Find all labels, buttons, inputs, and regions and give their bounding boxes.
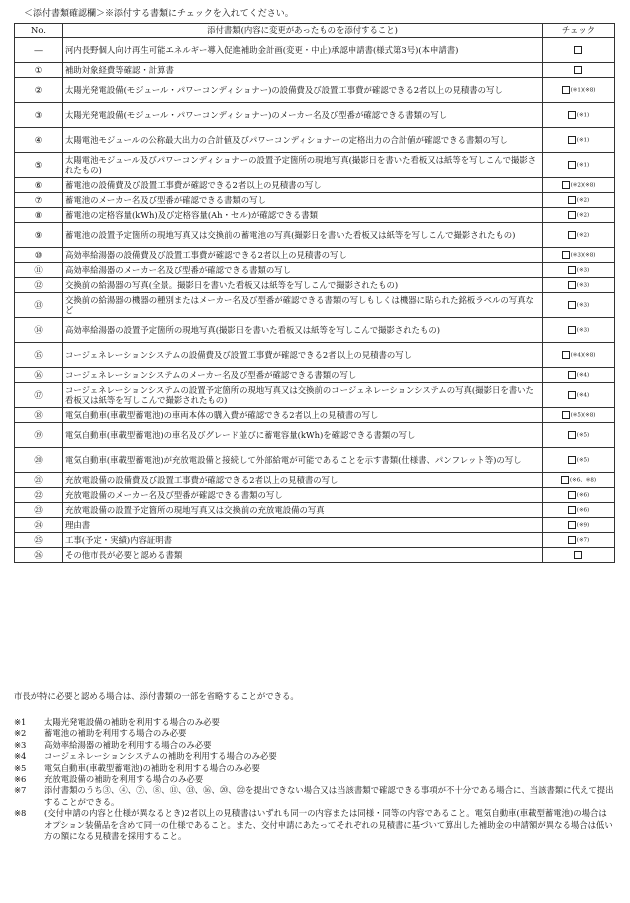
row-no: ⑭ — [15, 318, 63, 343]
footnote-mark: ※8 — [14, 808, 27, 819]
row-no: ⑪ — [15, 263, 63, 278]
table-row — [15, 153, 615, 178]
row-document: コージェネレーションシステムの設置予定箇所の現地写真又は交換前のコージェネレーションシステムの写真(撮影日を書いた看板又は紙等を写しこんで撮影されたもの) — [63, 383, 543, 408]
table-row — [15, 63, 615, 78]
checkbox[interactable] — [574, 551, 582, 559]
row-no: ① — [15, 63, 63, 78]
footnote-item — [14, 808, 614, 842]
row-note: (※7) — [576, 536, 590, 543]
row-document: 蓄電池の設備費及び設置工事費が確認できる2者以上の見積書の写し — [63, 178, 543, 193]
row-note: (※3) — [576, 266, 590, 273]
checkbox[interactable] — [568, 136, 576, 144]
footnote-text: 高効率給湯器の補助を利用する場合のみ必要 — [44, 739, 212, 750]
row-note: (※1)(※8) — [570, 86, 596, 93]
row-note: (※3) — [576, 326, 590, 333]
footnote-mark: ※1 — [14, 717, 27, 727]
table-row — [15, 278, 615, 293]
footnote-mark: ※6 — [14, 774, 27, 785]
table-row — [15, 343, 615, 368]
row-no: ⑩ — [15, 248, 63, 263]
row-document: 理由書 — [63, 518, 543, 533]
row-document: 補助対象経費等確認・計算書 — [63, 63, 543, 78]
row-check-cell — [543, 488, 615, 503]
checkbox[interactable] — [568, 281, 576, 289]
row-check-cell — [543, 383, 615, 408]
row-check-cell — [543, 263, 615, 278]
checkbox[interactable] — [568, 536, 576, 544]
table-row — [15, 383, 615, 408]
row-note: (※6) — [576, 491, 590, 498]
row-document: 交換前の給湯器の写真(全景。撮影日を書いた看板又は紙等を写しこんで撮影されたもの) — [63, 278, 543, 293]
checkbox[interactable] — [568, 111, 576, 119]
checkbox[interactable] — [568, 371, 576, 379]
row-note: (※4) — [576, 371, 590, 378]
row-note: (※6、※8) — [569, 476, 596, 483]
row-check-cell — [543, 368, 615, 383]
header-document: 添付書類(内容に変更があったものを添付すること) — [63, 24, 543, 38]
row-check-cell — [543, 448, 615, 473]
row-no: ⑤ — [15, 153, 63, 178]
table-row — [15, 448, 615, 473]
table-row — [15, 293, 615, 318]
row-document: 高効率給湯器のメーカー名及び型番が確認できる書類の写し — [63, 263, 543, 278]
footnote-item — [14, 785, 614, 808]
row-check-cell — [543, 423, 615, 448]
checkbox[interactable] — [562, 251, 570, 259]
row-no: ④ — [15, 128, 63, 153]
row-no: ⑥ — [15, 178, 63, 193]
row-no: ㉒ — [15, 488, 63, 503]
row-check-cell — [543, 408, 615, 423]
row-no: ⑨ — [15, 223, 63, 248]
table-row — [15, 263, 615, 278]
row-check-cell — [543, 503, 615, 518]
row-document: 電気自動車(車載型蓄電池)が充放電設備と接続して外部給電が可能であることを示す書類(仕様書、パンフレット等)の写し — [63, 448, 543, 473]
row-no: ⑬ — [15, 293, 63, 318]
row-document: 蓄電池の設置予定箇所の現地写真又は交換前の蓄電池の写真(撮影日を書いた看板又は紙等を写しこんで撮影されたもの) — [63, 223, 543, 248]
footnote-item — [14, 763, 614, 774]
table-row — [15, 533, 615, 548]
row-note: (※5) — [576, 456, 590, 463]
footnote-text: 添付書類のうち③、④、⑦、⑧、⑪、⑬、⑯、⑳、㉒を提出できない場合又は当該書類で確認できる事項が不十分である場合に、当該書類に代えて提出することができる。 — [44, 785, 614, 807]
checkbox[interactable] — [568, 211, 576, 219]
footnote-item — [14, 774, 614, 785]
row-check-cell — [543, 178, 615, 193]
footnote-text: 太陽光発電設備の補助を利用する場合のみ必要 — [44, 717, 220, 727]
checkbox[interactable] — [568, 391, 576, 399]
checkbox[interactable] — [574, 66, 582, 74]
checkbox[interactable] — [562, 181, 570, 189]
table-row — [15, 178, 615, 193]
footnote-item — [14, 740, 614, 751]
row-no: ⑯ — [15, 368, 63, 383]
row-no: ― — [15, 38, 63, 63]
footnote-mark: ※7 — [14, 785, 27, 796]
footnote-text: 蓄電池の補助を利用する場合のみ必要 — [44, 728, 187, 739]
footnote-mark: ※4 — [14, 751, 27, 762]
footnote-item — [14, 751, 614, 762]
table-row — [15, 38, 615, 63]
row-check-cell — [543, 473, 615, 488]
row-document: 高効率給湯器の設置予定箇所の現地写真(撮影日を書いた看板又は紙等を写しこんで撮影されたもの) — [63, 318, 543, 343]
table-row — [15, 503, 615, 518]
row-check-cell — [543, 193, 615, 208]
footnote-mark: ※3 — [14, 739, 27, 750]
row-document: その他市長が必要と認める書類 — [63, 548, 543, 563]
row-document: 充放電設備の設置予定箇所の現地写真又は交換前の充放電設備の写真 — [63, 503, 543, 518]
row-document: コージェネレーションシステムの設備費及び設置工事費が確認できる2者以上の見積書の写し — [63, 343, 543, 368]
table-row — [15, 548, 615, 563]
table-row — [15, 223, 615, 248]
row-document: 蓄電池のメーカー名及び型番が確認できる書類の写し — [63, 193, 543, 208]
footnotes — [14, 717, 614, 842]
table-row — [15, 318, 615, 343]
table-row — [15, 103, 615, 128]
checkbox[interactable] — [568, 231, 576, 239]
row-document: 充放電設備の設備費及び設置工事費が確認できる2者以上の見積書の写し — [63, 473, 543, 488]
header-check: チェック — [543, 24, 615, 38]
footnote-text: 充放電設備の補助を利用する場合のみ必要 — [44, 774, 204, 785]
footnote-text: (交付申請の内容と仕様が異なるとき)2者以上の見積書はいずれも同一の内容または同様・同等の内容であること。電気自動車(車載型蓄電池)の場合はオプション装備品を含めて同一の仕様であること。また、交付申請にあたってそれぞれの見積書に基づいて算出した補助金の申請額が異なる場合は低い方の額になる見積書を採用すること。 — [44, 808, 613, 842]
checkbox[interactable] — [568, 506, 576, 514]
checkbox[interactable] — [562, 86, 570, 94]
row-document: 交換前の給湯器の機器の種別またはメーカー名及び型番が確認できる書類の写しもしくは機器に貼られた銘板ラベルの写真など — [63, 293, 543, 318]
row-check-cell — [543, 293, 615, 318]
row-check-cell — [543, 38, 615, 63]
row-no: ⑧ — [15, 208, 63, 223]
row-document: 太陽電池モジュールの公称最大出力の合計値及びパワーコンディショナーの定格出力の合計値が確認できる書類の写し — [63, 128, 543, 153]
row-note: (※1) — [576, 136, 590, 143]
checkbox[interactable] — [562, 411, 570, 419]
footnote-text: コージェネレーションシステムの補助を利用する場合のみ必要 — [44, 751, 277, 762]
checkbox[interactable] — [568, 431, 576, 439]
row-document: 太陽光発電設備(モジュール・パワーコンディショナー)のメーカー名及び型番が確認できる書類の写し — [63, 103, 543, 128]
row-document: 電気自動車(車載型蓄電池)の車両本体の購入費が確認できる2者以上の見積書の写し — [63, 408, 543, 423]
row-check-cell — [543, 248, 615, 263]
row-note: (※5) — [576, 431, 590, 438]
row-note: (※4)(※8) — [570, 351, 596, 358]
row-check-cell — [543, 63, 615, 78]
row-no: ⑳ — [15, 448, 63, 473]
checkbox[interactable] — [568, 161, 576, 169]
row-note: (※2) — [576, 231, 590, 238]
footnote-item — [14, 728, 614, 739]
row-note: (※6) — [576, 506, 590, 513]
table-row — [15, 518, 615, 533]
row-document: 河内長野個人向け再生可能エネルギー導入促進補助金計画(変更・中止)承認申請書(様式第3号)(本申請書) — [63, 38, 543, 63]
row-check-cell — [543, 318, 615, 343]
table-row — [15, 488, 615, 503]
table-row — [15, 248, 615, 263]
table-row — [15, 193, 615, 208]
omission-note: 市長が特に必要と認める場合は、添付書類の一部を省略することができる。 — [14, 691, 299, 701]
row-document: 電気自動車(車載型蓄電池)の車名及びグレード並びに蓄電容量(kWh)を確認できる書類の写し — [63, 423, 543, 448]
row-document: コージェネレーションシステムのメーカー名及び型番が確認できる書類の写し — [63, 368, 543, 383]
row-document: 太陽電池モジュール及びパワーコンディショナーの設置予定箇所の現地写真(撮影日を書いた看板又は紙等を写しこんで撮影されたもの) — [63, 153, 543, 178]
attachment-checklist-table — [14, 23, 615, 563]
row-check-cell — [543, 343, 615, 368]
row-no: ⑫ — [15, 278, 63, 293]
row-no: ⑰ — [15, 383, 63, 408]
footnote-mark: ※5 — [14, 762, 27, 773]
row-note: (※9) — [576, 521, 590, 528]
row-check-cell — [543, 533, 615, 548]
row-document: 太陽光発電設備(モジュール・パワーコンディショナー)の設備費及び設置工事費が確認できる2者以上の見積書の写し — [63, 78, 543, 103]
table-row — [15, 128, 615, 153]
row-check-cell — [543, 153, 615, 178]
row-check-cell — [543, 223, 615, 248]
row-check-cell — [543, 548, 615, 563]
checkbox[interactable] — [568, 491, 576, 499]
row-no: ⑮ — [15, 343, 63, 368]
header-no: No. — [15, 24, 63, 38]
footnote-mark: ※2 — [14, 728, 27, 739]
row-note: (※3) — [576, 281, 590, 288]
table-row — [15, 473, 615, 488]
row-note: (※5)(※8) — [570, 411, 596, 418]
row-check-cell — [543, 278, 615, 293]
row-note: (※3)(※8) — [570, 251, 596, 258]
row-check-cell — [543, 128, 615, 153]
row-note: (※3) — [576, 301, 590, 308]
row-no: ⑦ — [15, 193, 63, 208]
row-no: ㉑ — [15, 473, 63, 488]
footnote-text: 電気自動車(車載型蓄電池)の補助を利用する場合のみ必要 — [44, 762, 260, 773]
checkbox[interactable] — [568, 301, 576, 309]
row-check-cell — [543, 208, 615, 223]
row-document: 高効率給湯器の設備費及び設置工事費が確認できる2者以上の見積書の写し — [63, 248, 543, 263]
row-check-cell — [543, 103, 615, 128]
row-document: 工事(予定・実績)内容証明書 — [63, 533, 543, 548]
row-no: ⑱ — [15, 408, 63, 423]
table-row — [15, 78, 615, 103]
checkbox[interactable] — [568, 521, 576, 529]
row-note: (※2) — [576, 211, 590, 218]
row-note: (※2) — [576, 196, 590, 203]
checkbox[interactable] — [561, 476, 569, 484]
row-note: (※1) — [576, 111, 590, 118]
checkbox[interactable] — [568, 326, 576, 334]
checkbox[interactable] — [562, 351, 570, 359]
table-header-row — [15, 24, 615, 38]
row-no: ㉓ — [15, 503, 63, 518]
checkbox[interactable] — [568, 266, 576, 274]
row-note: (※1) — [576, 161, 590, 168]
row-no: ② — [15, 78, 63, 103]
row-no: ⑲ — [15, 423, 63, 448]
table-row — [15, 408, 615, 423]
table-row — [15, 368, 615, 383]
row-no: ㉔ — [15, 518, 63, 533]
checkbox[interactable] — [568, 456, 576, 464]
row-check-cell — [543, 78, 615, 103]
checkbox[interactable] — [574, 46, 582, 54]
row-document: 充放電設備のメーカー名及び型番が確認できる書類の写し — [63, 488, 543, 503]
row-check-cell — [543, 518, 615, 533]
row-note: (※2)(※8) — [570, 181, 596, 188]
checklist-heading: ＜添付書類確認欄＞※添付する書類にチェックを入れてください。 — [24, 9, 294, 19]
table-row — [15, 423, 615, 448]
row-note: (※4) — [576, 391, 590, 398]
row-no: ㉖ — [15, 548, 63, 563]
row-document: 蓄電池の定格容量(kWh)及び定格容量(Ah・セル)が確認できる書類 — [63, 208, 543, 223]
table-row — [15, 208, 615, 223]
row-no: ③ — [15, 103, 63, 128]
footnote-item — [14, 717, 614, 728]
row-no: ㉕ — [15, 533, 63, 548]
checkbox[interactable] — [568, 196, 576, 204]
